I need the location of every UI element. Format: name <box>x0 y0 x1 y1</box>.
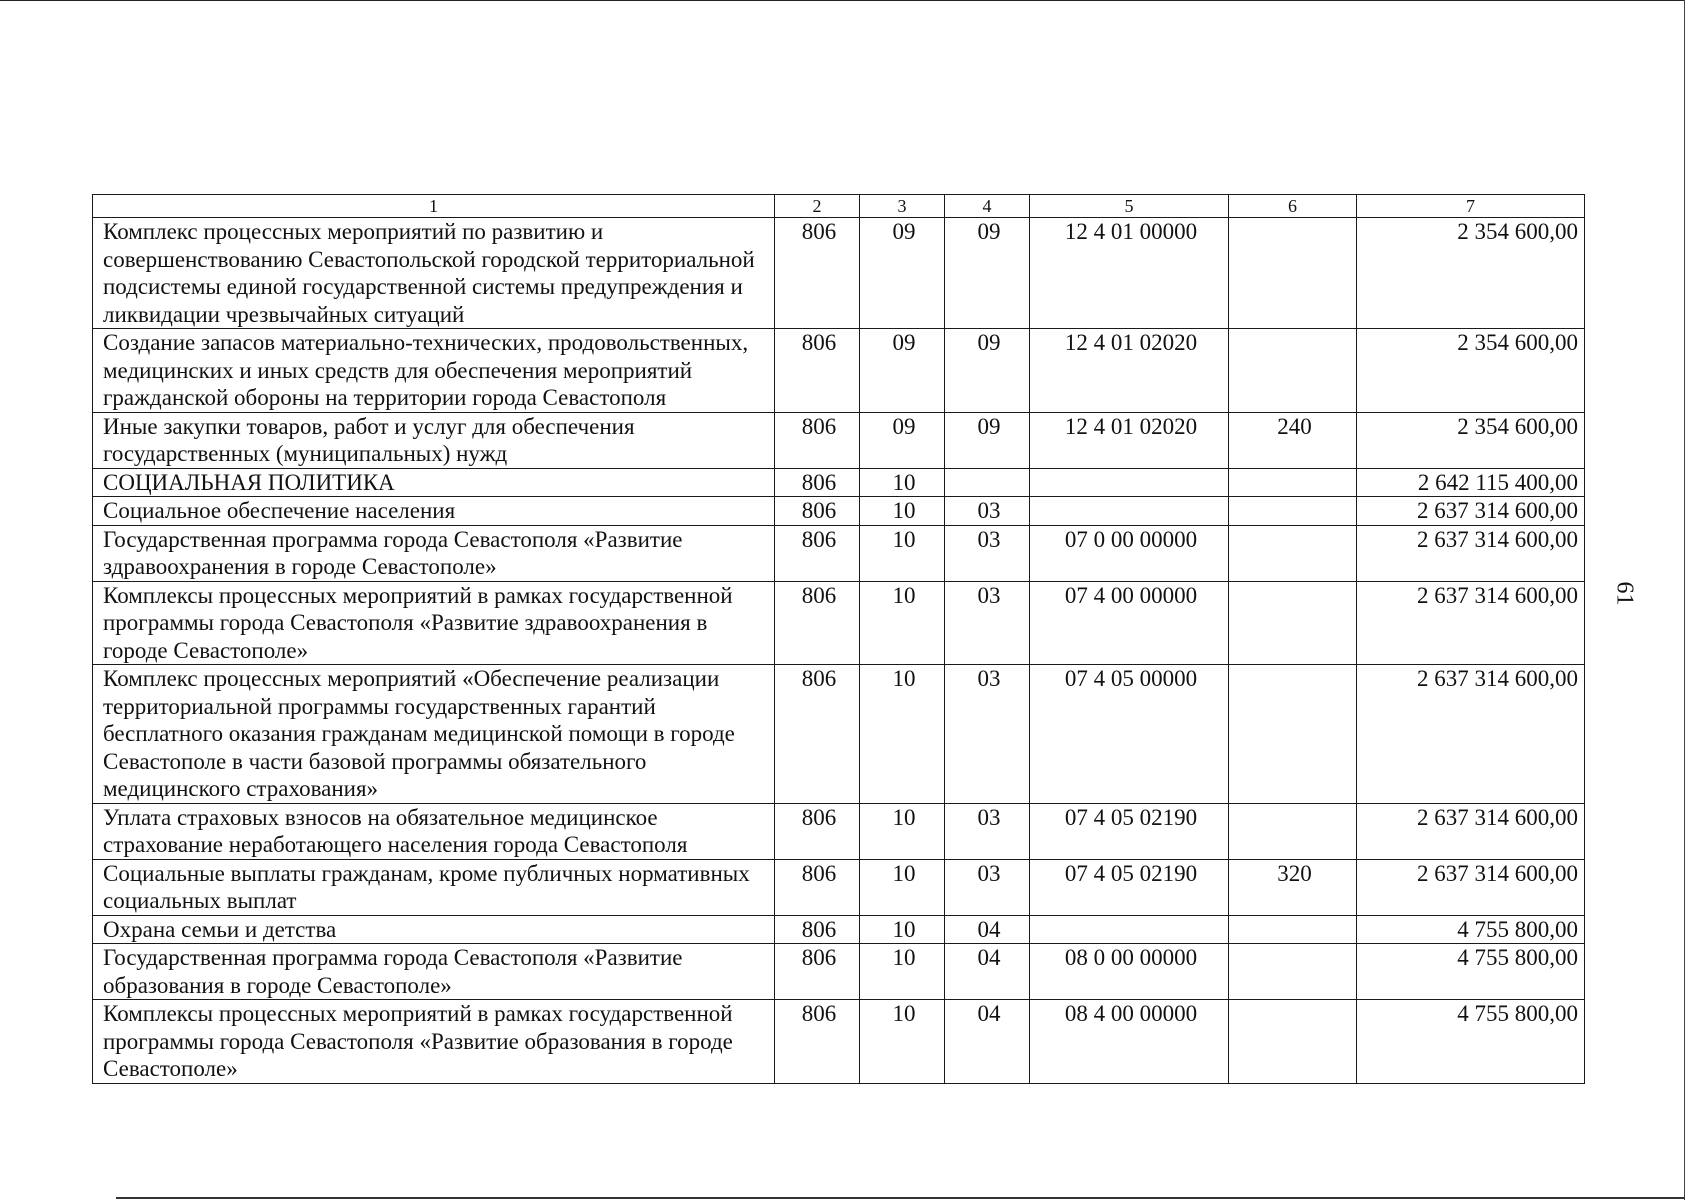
table-row <box>93 468 1585 497</box>
row-name: Социальные выплаты гражданам, кроме публичных нормативных социальных выплат <box>93 859 775 915</box>
row-name: Государственная программа города Севастополя «Развитие здравоохранения в городе Севастополе» <box>93 525 775 581</box>
row-col-4: 09 <box>945 218 1030 329</box>
row-name: Государственная программа города Севастополя «Развитие образования в городе Севастополе» <box>93 944 775 1000</box>
row-col-6 <box>1229 468 1357 497</box>
row-col-6 <box>1229 944 1357 1000</box>
row-col-4: 09 <box>945 412 1030 468</box>
row-col-6 <box>1229 1000 1357 1084</box>
row-col-6 <box>1229 581 1357 665</box>
row-col-6: 240 <box>1229 412 1357 468</box>
row-col-6 <box>1229 329 1357 413</box>
row-col-2: 806 <box>775 525 860 581</box>
row-name: СОЦИАЛЬНАЯ ПОЛИТИКА <box>93 468 775 497</box>
table-row <box>93 329 1585 413</box>
row-col-5: 12 4 01 00000 <box>1030 218 1229 329</box>
table-row <box>93 859 1585 915</box>
row-col-2: 806 <box>775 218 860 329</box>
row-col-6 <box>1229 915 1357 944</box>
column-header-6: 6 <box>1229 195 1357 218</box>
row-col-4: 09 <box>945 329 1030 413</box>
row-col-2: 806 <box>775 497 860 526</box>
table-row <box>93 581 1585 665</box>
row-col-5: 07 4 05 02190 <box>1030 803 1229 859</box>
row-amount: 2 637 314 600,00 <box>1357 497 1585 526</box>
row-col-3: 10 <box>860 915 945 944</box>
column-header-1: 1 <box>93 195 775 218</box>
row-col-4: 03 <box>945 581 1030 665</box>
row-col-5: 07 4 05 00000 <box>1030 665 1229 804</box>
row-col-6 <box>1229 497 1357 526</box>
row-col-4: 03 <box>945 803 1030 859</box>
row-col-3: 10 <box>860 859 945 915</box>
row-col-2: 806 <box>775 412 860 468</box>
row-col-2: 806 <box>775 581 860 665</box>
header-row <box>93 195 1585 218</box>
row-name: Иные закупки товаров, работ и услуг для обеспечения государственных (муниципальных) нужд <box>93 412 775 468</box>
row-amount: 2 637 314 600,00 <box>1357 859 1585 915</box>
row-col-4: 04 <box>945 915 1030 944</box>
row-col-2: 806 <box>775 803 860 859</box>
row-col-3: 10 <box>860 581 945 665</box>
row-name: Социальное обеспечение населения <box>93 497 775 526</box>
row-name: Комплекс процессных мероприятий по развитию и совершенствованию Севастопольской городской территориальной подсистемы единой государственной системы предупреждения и ликвидации чрезвычайных ситуаций <box>93 218 775 329</box>
row-col-5: 07 4 05 02190 <box>1030 859 1229 915</box>
row-amount: 4 755 800,00 <box>1357 1000 1585 1084</box>
row-name: Создание запасов материально-технических, продовольственных, медицинских и иных средств для обеспечения мероприятий гражданской обороны на территории города Севастополя <box>93 329 775 413</box>
row-col-2: 806 <box>775 665 860 804</box>
row-col-6 <box>1229 665 1357 804</box>
page-top-border <box>0 0 1685 1</box>
row-col-4 <box>945 468 1030 497</box>
row-col-2: 806 <box>775 1000 860 1084</box>
row-amount: 4 755 800,00 <box>1357 915 1585 944</box>
row-col-2: 806 <box>775 944 860 1000</box>
row-col-3: 10 <box>860 665 945 804</box>
row-col-5 <box>1030 497 1229 526</box>
row-col-5: 07 0 00 00000 <box>1030 525 1229 581</box>
row-amount: 2 637 314 600,00 <box>1357 665 1585 804</box>
row-col-3: 10 <box>860 525 945 581</box>
row-col-3: 09 <box>860 329 945 413</box>
row-col-2: 806 <box>775 329 860 413</box>
row-col-3: 10 <box>860 944 945 1000</box>
table-row <box>93 1000 1585 1084</box>
row-col-5 <box>1030 915 1229 944</box>
column-header-5: 5 <box>1030 195 1229 218</box>
row-col-5: 12 4 01 02020 <box>1030 412 1229 468</box>
table-row <box>93 218 1585 329</box>
table-row <box>93 803 1585 859</box>
budget-table <box>92 194 1585 1084</box>
table-row <box>93 412 1585 468</box>
table-row <box>93 665 1585 804</box>
row-amount: 2 637 314 600,00 <box>1357 525 1585 581</box>
row-amount: 2 354 600,00 <box>1357 329 1585 413</box>
row-col-3: 10 <box>860 803 945 859</box>
row-col-4: 04 <box>945 944 1030 1000</box>
row-col-5: 12 4 01 02020 <box>1030 329 1229 413</box>
row-col-6 <box>1229 218 1357 329</box>
row-col-3: 09 <box>860 218 945 329</box>
row-col-2: 806 <box>775 468 860 497</box>
row-col-4: 03 <box>945 859 1030 915</box>
table-row <box>93 497 1585 526</box>
row-name: Комплекс процессных мероприятий «Обеспечение реализации территориальной программы государственных гарантий бесплатного оказания гражданам медицинской помощи в городе Севастополе в части базовой программы обязательного медицинского страхования» <box>93 665 775 804</box>
row-col-5: 08 4 00 00000 <box>1030 1000 1229 1084</box>
column-header-7: 7 <box>1357 195 1585 218</box>
column-header-2: 2 <box>775 195 860 218</box>
page-number: 61 <box>1611 581 1638 606</box>
row-col-3: 10 <box>860 1000 945 1084</box>
bottom-rule <box>116 1197 1685 1199</box>
table-row <box>93 915 1585 944</box>
table-row <box>93 944 1585 1000</box>
row-name: Охрана семьи и детства <box>93 915 775 944</box>
row-col-4: 03 <box>945 665 1030 804</box>
row-col-4: 03 <box>945 525 1030 581</box>
row-col-5 <box>1030 468 1229 497</box>
column-header-3: 3 <box>860 195 945 218</box>
row-col-3: 09 <box>860 412 945 468</box>
column-header-4: 4 <box>945 195 1030 218</box>
row-col-3: 10 <box>860 468 945 497</box>
row-col-3: 10 <box>860 497 945 526</box>
row-col-4: 04 <box>945 1000 1030 1084</box>
row-col-4: 03 <box>945 497 1030 526</box>
row-amount: 2 642 115 400,00 <box>1357 468 1585 497</box>
row-col-2: 806 <box>775 915 860 944</box>
row-col-6 <box>1229 803 1357 859</box>
row-col-5: 08 0 00 00000 <box>1030 944 1229 1000</box>
row-amount: 4 755 800,00 <box>1357 944 1585 1000</box>
row-amount: 2 637 314 600,00 <box>1357 581 1585 665</box>
row-amount: 2 354 600,00 <box>1357 412 1585 468</box>
table-row <box>93 525 1585 581</box>
row-col-5: 07 4 00 00000 <box>1030 581 1229 665</box>
row-name: Комплексы процессных мероприятий в рамках государственной программы города Севастополя «Развитие здравоохранения в городе Севастополе» <box>93 581 775 665</box>
row-name: Комплексы процессных мероприятий в рамках государственной программы города Севастополя «Развитие образования в городе Севастополе» <box>93 1000 775 1084</box>
row-amount: 2 354 600,00 <box>1357 218 1585 329</box>
row-name: Уплата страховых взносов на обязательное медицинское страхование неработающего населения города Севастополя <box>93 803 775 859</box>
row-col-2: 806 <box>775 859 860 915</box>
row-col-6 <box>1229 525 1357 581</box>
row-amount: 2 637 314 600,00 <box>1357 803 1585 859</box>
row-col-6: 320 <box>1229 859 1357 915</box>
